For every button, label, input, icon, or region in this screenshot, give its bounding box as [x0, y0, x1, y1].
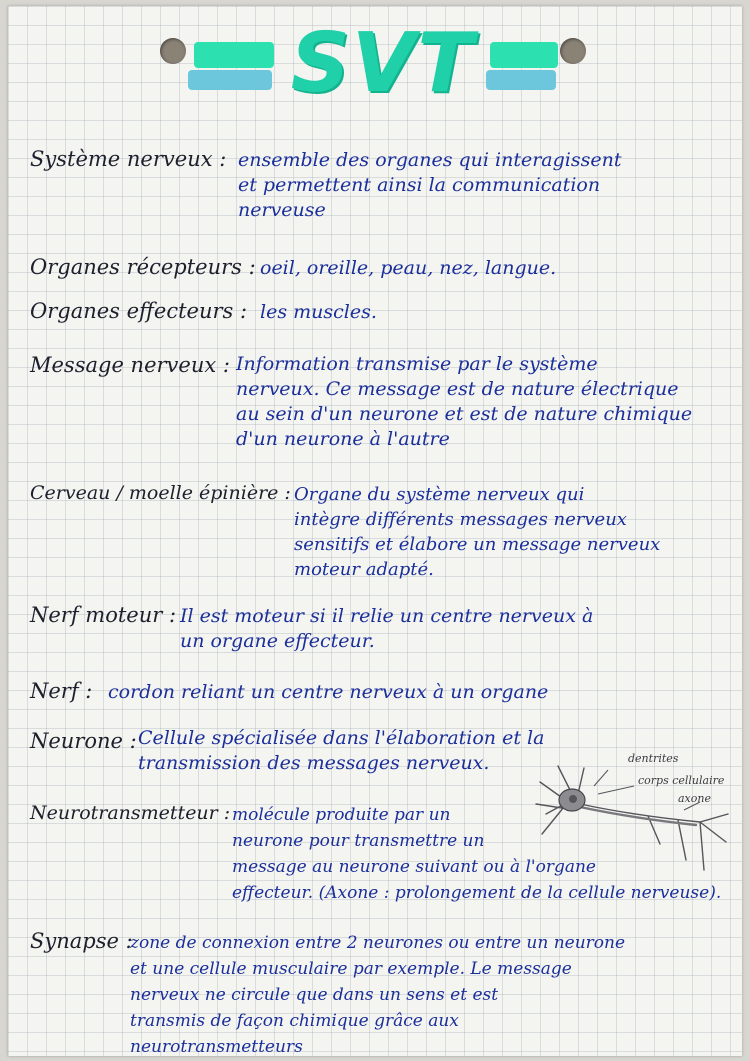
- definition-text: Organe du système nerveux qui intègre différents messages nerveux sensitifs et élabore un message nerveux moteur adapté.: [294, 484, 661, 580]
- definition-text: oeil, oreille, peau, nez, langue.: [260, 257, 557, 279]
- binder-hole-right: [560, 38, 586, 64]
- term-label: Système nerveux :: [30, 147, 227, 171]
- term-label: Synapse :: [30, 929, 133, 953]
- definition-text: cordon reliant un centre nerveux à un organe: [108, 681, 549, 703]
- title-bar-left-green: [194, 42, 274, 68]
- title-bar-left-blue: [188, 70, 272, 90]
- term-label: Cerveau / moelle épinière :: [30, 482, 291, 504]
- binder-hole-left: [160, 38, 186, 64]
- title-bar-right-blue: [486, 70, 556, 90]
- term-label: Nerf moteur :: [30, 603, 177, 627]
- term-label: Nerf :: [30, 679, 93, 703]
- definition-text: Cellule spécialisée dans l'élaboration et la transmission des messages nerveux.: [138, 727, 545, 774]
- term-label: Organes récepteurs :: [30, 255, 256, 279]
- definition-text: ensemble des organes qui interagissent et permettent ainsi la communication nerveuse: [238, 149, 622, 221]
- label-dendrites: dentrites: [628, 752, 679, 765]
- definition-text: zone de connexion entre 2 neurones ou entre un neurone et une cellule musculaire par exemple. Le message nerveux ne circule que dans un sens et est transmis de façon chimique grâce aux neurotransmetteurs: [130, 933, 626, 1057]
- definition-text: Il est moteur si il relie un centre nerveux à un organe effecteur.: [180, 605, 594, 652]
- title-bar-right-green: [490, 42, 558, 68]
- term-label: Neurotransmetteur :: [30, 802, 231, 824]
- definition-text: Information transmise par le système nerveux. Ce message est de nature électrique au sein d'un neurone et est de nature chimique d'un neurone à l'autre: [236, 353, 693, 450]
- page-title: SVT: [290, 16, 476, 111]
- term-label: Message nerveux :: [30, 353, 230, 377]
- label-axon: axone: [678, 792, 711, 805]
- label-cell-body: corps cellulaire: [638, 774, 725, 787]
- term-label: Neurone :: [30, 729, 137, 753]
- definition-text: les muscles.: [260, 301, 377, 323]
- term-label: Organes effecteurs :: [30, 299, 248, 323]
- notebook-page: [8, 6, 742, 1056]
- definition-text: molécule produite par un neurone pour transmettre un message au neurone suivant ou à l'organe effecteur. (Axone : prolongement de la cellule nerveuse).: [232, 805, 722, 903]
